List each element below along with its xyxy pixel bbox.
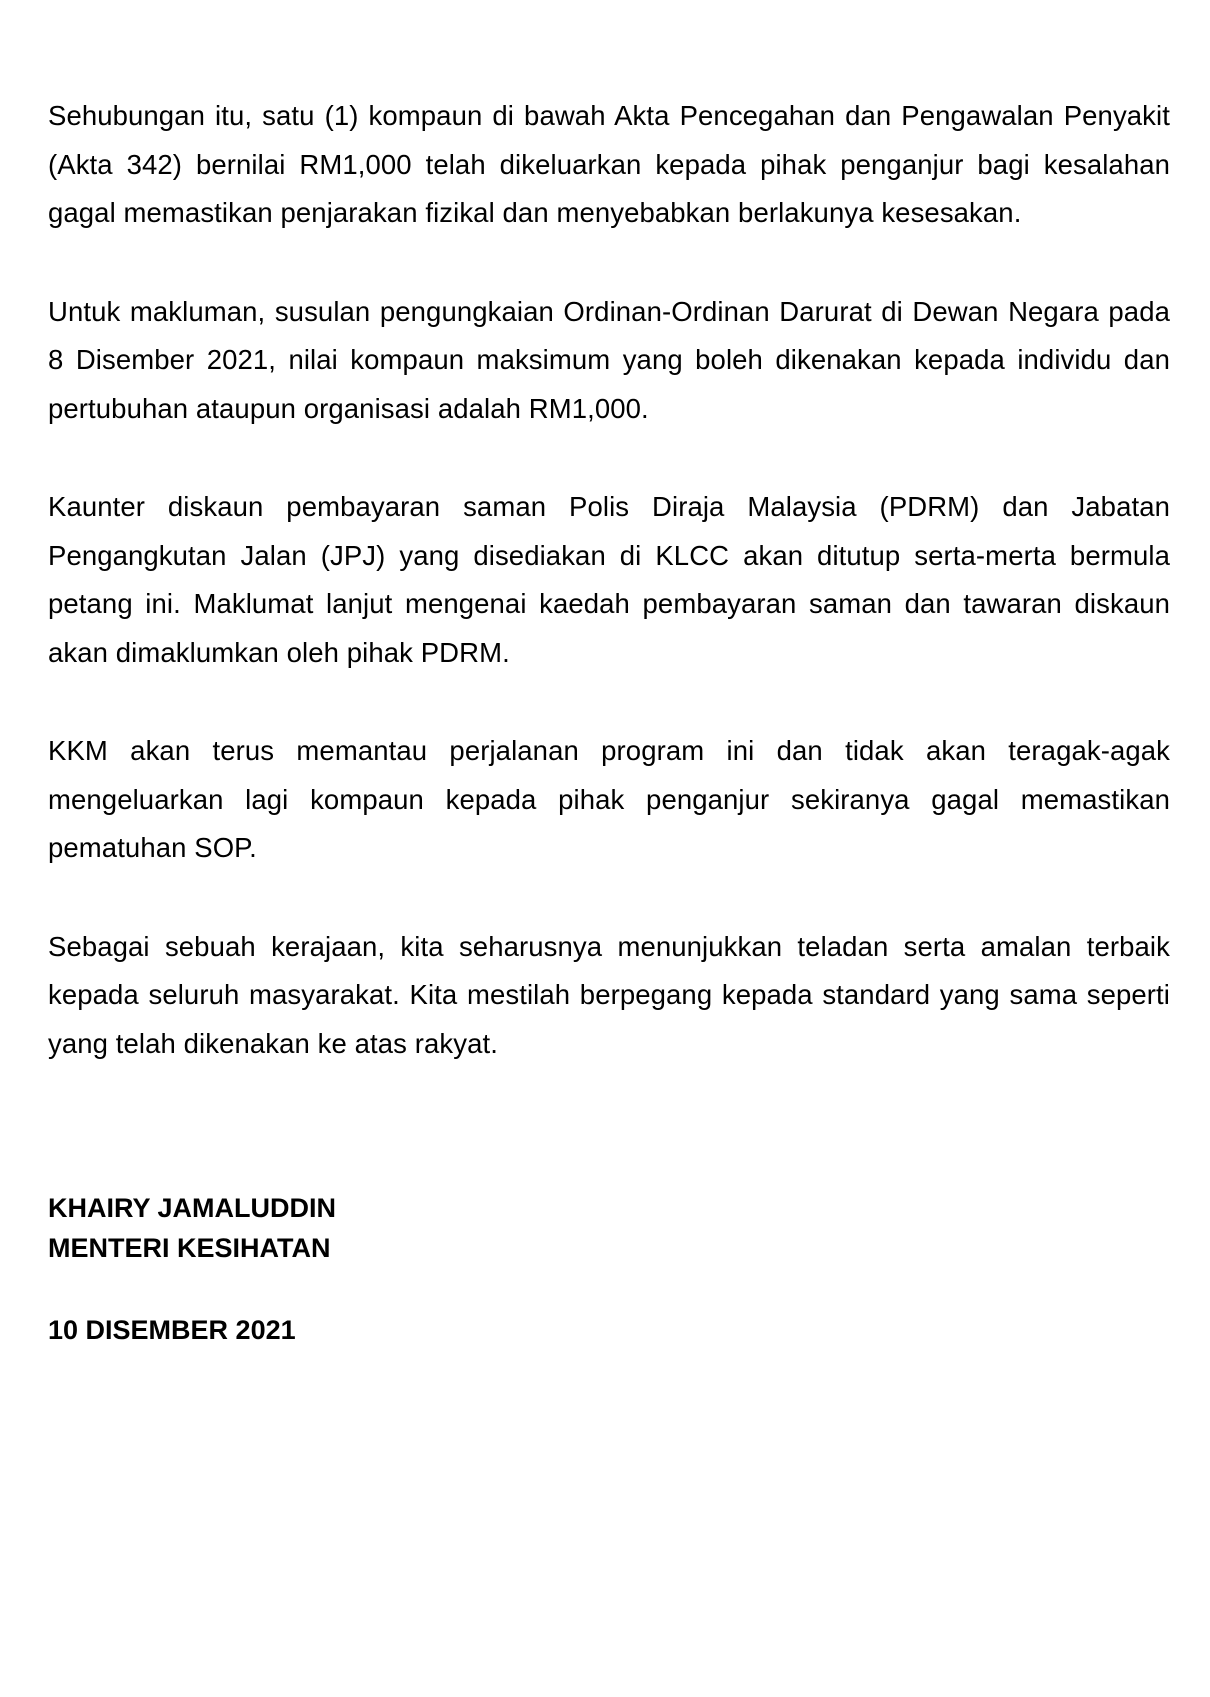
document-date: 10 DISEMBER 2021: [48, 1315, 296, 1345]
document-body: [48, 92, 1170, 1118]
signature-block: [48, 1188, 748, 1268]
signatory-name: KHAIRY JAMALUDDIN: [48, 1193, 337, 1223]
paragraph-government-example: Sebagai sebuah kerajaan, kita seharusnya menunjukkan teladan serta amalan terbaik kepada seluruh masyarakat. Kita mestilah berpegang kepada standard yang sama seperti yang telah dikenakan ke atas rakyat.: [48, 930, 1170, 1059]
paragraph-compound-issued: Sehubungan itu, satu (1) kompaun di bawah Akta Pencegahan dan Pengawalan Penyakit (Akta 342) bernilai RM1,000 telah dikeluarkan kepada pihak penganjur bagi kesalahan gagal memastikan penjarakan fizikal dan menyebabkan berlakunya kesesakan.: [48, 100, 1170, 228]
paragraph-discount-counter: Kaunter diskaun pembayaran saman Polis Diraja Malaysia (PDRM) dan Jabatan Pengangkutan Jalan (JPJ) yang disediakan di KLCC akan ditutup serta-merta bermula petang ini. Maklumat lanjut mengenai kaedah pembayaran saman dan tawaran diskaun akan dimaklumkan oleh pihak PDRM.: [48, 491, 1170, 668]
signatory-title: MENTERI KESIHATAN: [48, 1233, 331, 1263]
paragraph-maximum-compound: Untuk makluman, susulan pengungkaian Ordinan-Ordinan Darurat di Dewan Negara pada 8 Disember 2021, nilai kompaun maksimum yang boleh dikenakan kepada individu dan pertubuhan ataupun organisasi adalah RM1,000.: [48, 295, 1170, 424]
paragraph-kkm-monitoring: KKM akan terus memantau perjalanan program ini dan tidak akan teragak-agak mengeluarkan lagi kompaun kepada pihak penganjur sekiranya gagal memastikan pematuhan SOP.: [48, 735, 1170, 863]
